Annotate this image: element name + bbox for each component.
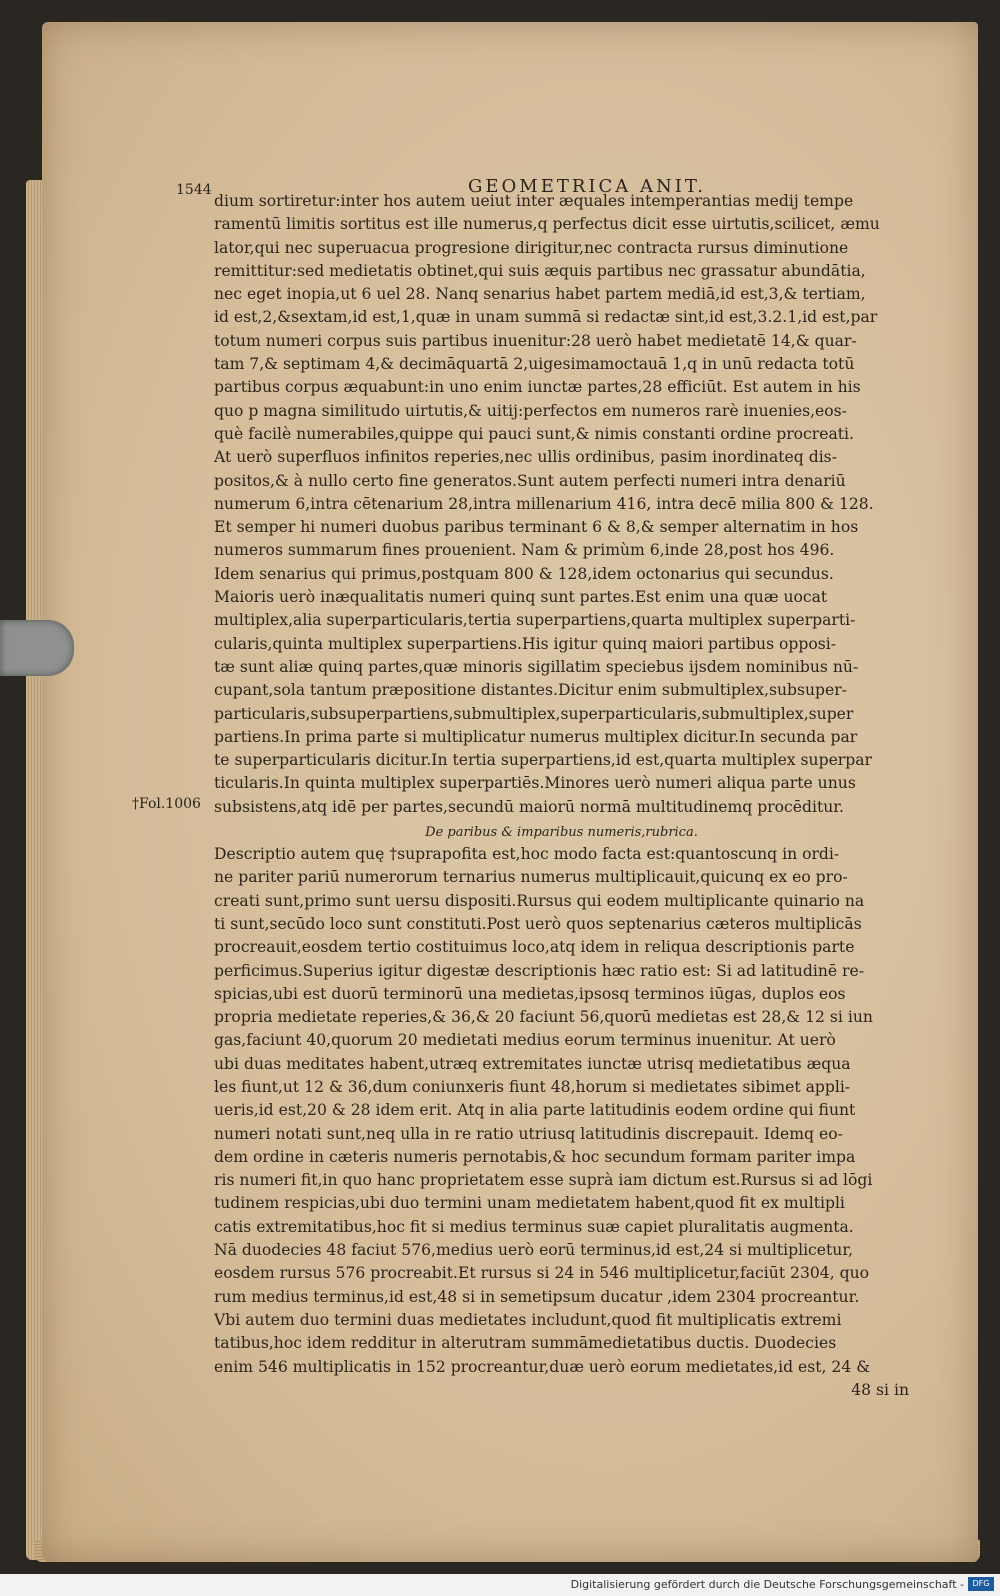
text-line: At uerò superfluos infinitos reperies,nec ullis ordinibus, pasim inordinateq dis- xyxy=(214,448,837,467)
text-line: procreauit,eosdem tertio costituimus loco,atq idem in reliqua descriptionis parte xyxy=(214,938,855,957)
text-line: Nā duodecies 48 faciut 576,medius uerò eorū terminus,id est,24 si multiplicetur, xyxy=(214,1241,854,1260)
page-text xyxy=(214,190,909,1402)
text-line: dium sortiretur:inter hos autem ueiut inter æquales intemperantias medij tempe xyxy=(214,192,854,210)
text-line: rum medius terminus,id est,48 si in semetipsum ducatur ,idem 2304 procreantur. xyxy=(214,1287,860,1306)
paragraph-2 xyxy=(214,586,909,819)
text-line: id est,2,&sextam,id est,1,quæ in unam summā si redactæ sint,id est,3.2.1,id est,par xyxy=(214,308,878,327)
margin-note: †Fol.1006 xyxy=(132,796,201,812)
text-line: Et semper hi numeri duobus paribus terminant 6 & 8,& semper alternatim in hos xyxy=(214,518,859,537)
text-line: ris numeri fit,in quo hanc proprietatem esse suprà iam dictum est.Rursus si ad lōgi xyxy=(214,1171,873,1190)
text-line: les fiunt,ut 12 & 36,dum coniunxeris fiunt 48,horum si medietates sibimet appli- xyxy=(214,1077,851,1096)
text-line: nec eget inopia,ut 6 uel 28. Nanq senarius habet partem mediā,id est,3,& tertiam, xyxy=(214,285,866,304)
text-line: Idem senarius qui primus,postquam 800 & 128,idem octonarius qui secundus. xyxy=(214,564,834,583)
text-line: ne pariter pariū numerorum ternarius numerus multiplicauit,quicunq ex eo pro- xyxy=(214,868,848,887)
text-line: gas,faciunt 40,quorum 20 medietati medius eorum terminus inuenitur. At uerò xyxy=(214,1031,836,1050)
text-line: remittitur:sed medietatis obtinet,qui suis æquis partibus nec grassatur abundātia, xyxy=(214,261,866,280)
text-line: dem ordine in cæteris numeris pernotabis,& hoc secundum formam pariter impa xyxy=(214,1147,856,1166)
text-line: cupant,sola tantum præpositione distantes.Dicitur enim submultiplex,subsuper- xyxy=(214,681,847,700)
text-line: numerum 6,intra cētenarium 28,intra millenarium 416, intra decē milia 800 & 128. xyxy=(214,494,874,513)
text-line: quo p magna similitudo uirtutis,& uitij:perfectos em numeros rarè inuenies,eos- xyxy=(214,401,847,420)
dfg-logo: DFG xyxy=(968,1577,994,1591)
text-line: subsistens,atq idē per partes,secundū maiorū normā multitudinemq procēditur. xyxy=(214,797,844,816)
text-line: positos,& à nullo certo fine generatos.Sunt autem perfecti numeri intra denariū xyxy=(214,471,846,490)
text-line: ubi duas meditates habent,utræq extremitates iunctæ utrisq medietatibus æqua xyxy=(214,1054,851,1073)
funding-credit: Digitalisierung gefördert durch die Deutsche Forschungsgemeinschaft - xyxy=(570,1578,964,1591)
text-line: totum numeri corpus suis partibus inuenitur:28 uerò habet medietatē 14,& quar- xyxy=(214,331,857,350)
text-line: enim 546 multiplicatis in 152 procreantur,duæ uerò eorum medietates,id est, 24 & xyxy=(214,1357,871,1376)
text-line: tudinem respicias,ubi duo termini unam medietatem habent,quod fit ex multipli xyxy=(214,1194,845,1213)
text-line: Vbi autem duo termini duas medietates includunt,quod fit multiplicatis extremi xyxy=(214,1310,842,1329)
page-clip xyxy=(0,620,74,676)
text-line: cularis,quinta multiplex superpartiens.His igitur quinq maiori partibus opposi- xyxy=(214,634,837,653)
text-line: ramentū limitis sortitus est ille numerus,q perfectus dicit esse uirtutis,scilicet, æmu xyxy=(214,215,880,234)
text-line: Maioris uerò inæqualitatis numeri quinq sunt partes.Est enim una quæ uocat xyxy=(214,588,828,607)
text-line: tatibus,hoc idem redditur in alterutram summāmedietatibus ductis. Duodecies xyxy=(214,1334,837,1353)
page-number: 1544 xyxy=(176,182,212,198)
rubric-heading: De paribus & imparibus numeris,rubrica. xyxy=(425,825,698,841)
text-line: propria medietate reperies,& 36,& 20 faciunt 56,quorū medietas est 28,& 12 si iun xyxy=(214,1008,873,1027)
text-line: eosdem rursus 576 procreabit.Et rursus si 24 in 546 multiplicetur,faciūt 2304, quo xyxy=(214,1264,870,1283)
paragraph-1 xyxy=(214,190,909,586)
text-line: ticularis.In quinta multiplex superpartiēs.Minores uerò numeri aliqua parte unus xyxy=(214,774,856,793)
text-line: perficimus.Superius igitur digestæ descriptionis hæc ratio est: Si ad latitudinē re- xyxy=(214,961,865,980)
text-line: catis extremitatibus,hoc fit si medius terminus suæ capiet pluralitatis augmenta. xyxy=(214,1217,854,1236)
running-title: GEOMETRICA ANIT. xyxy=(468,176,706,197)
text-line: partiens.In prima parte si multiplicatur numerus multiplex dicitur.In secunda par xyxy=(214,727,858,746)
text-line: spicias,ubi est duorū terminorū una medietas,ipsosq terminos iūgas, duplos eos xyxy=(214,984,846,1003)
paragraph-3 xyxy=(214,843,909,1379)
text-line: tæ sunt aliæ quinq partes,quæ minoris sigillatim speciebus ijsdem nominibus nū- xyxy=(214,657,859,676)
text-line: te superparticularis dicitur.In tertia superpartiens,id est,quarta multiplex superpar xyxy=(214,751,872,770)
text-line: què facilè numerabiles,quippe qui pauci sunt,& nimis constanti ordine procreati. xyxy=(214,424,854,443)
text-line: particularis,subsuperpartiens,submultiplex,superparticularis,submultiplex,super xyxy=(214,704,854,723)
text-line: multiplex,alia superparticularis,tertia superpartiens,quarta multiplex superparti- xyxy=(214,611,856,630)
text-line: partibus corpus æquabunt:in uno enim iunctæ partes,28 efficiūt. Est autem in his xyxy=(214,378,861,397)
text-line: creati sunt,primo sunt uersu dispositi.Rursus qui eodem multiplicante quinario na xyxy=(214,891,865,910)
text-line: Descriptio autem quę †suprapofita est,hoc modo facta est:quantoscunq in ordi- xyxy=(214,845,840,864)
text-line: numeri notati sunt,neq ulla in re ratio utriusq latitudinis discrepauit. Idemq eo- xyxy=(214,1124,843,1143)
text-line: ueris,id est,20 & 28 idem erit. Atq in alia parte latitudinis eodem ordine qui fiunt xyxy=(214,1101,856,1120)
catchword: 48 si in xyxy=(851,1380,909,1399)
text-line: lator,qui nec superuacua progresione dirigitur,nec contracta rursus diminutione xyxy=(214,238,849,257)
text-line: numeros summarum fines prouenient. Nam & primùm 6,inde 28,post hos 496. xyxy=(214,541,835,560)
digitization-footer xyxy=(0,1574,1000,1596)
text-line: ti sunt,secūdo loco sunt constituti.Post uerò quos septenarius cæteros multiplicās xyxy=(214,914,862,933)
text-line: tam 7,& septimam 4,& decimāquartā 2,uigesimamoctauā 1,q in unū redacta totū xyxy=(214,355,855,374)
